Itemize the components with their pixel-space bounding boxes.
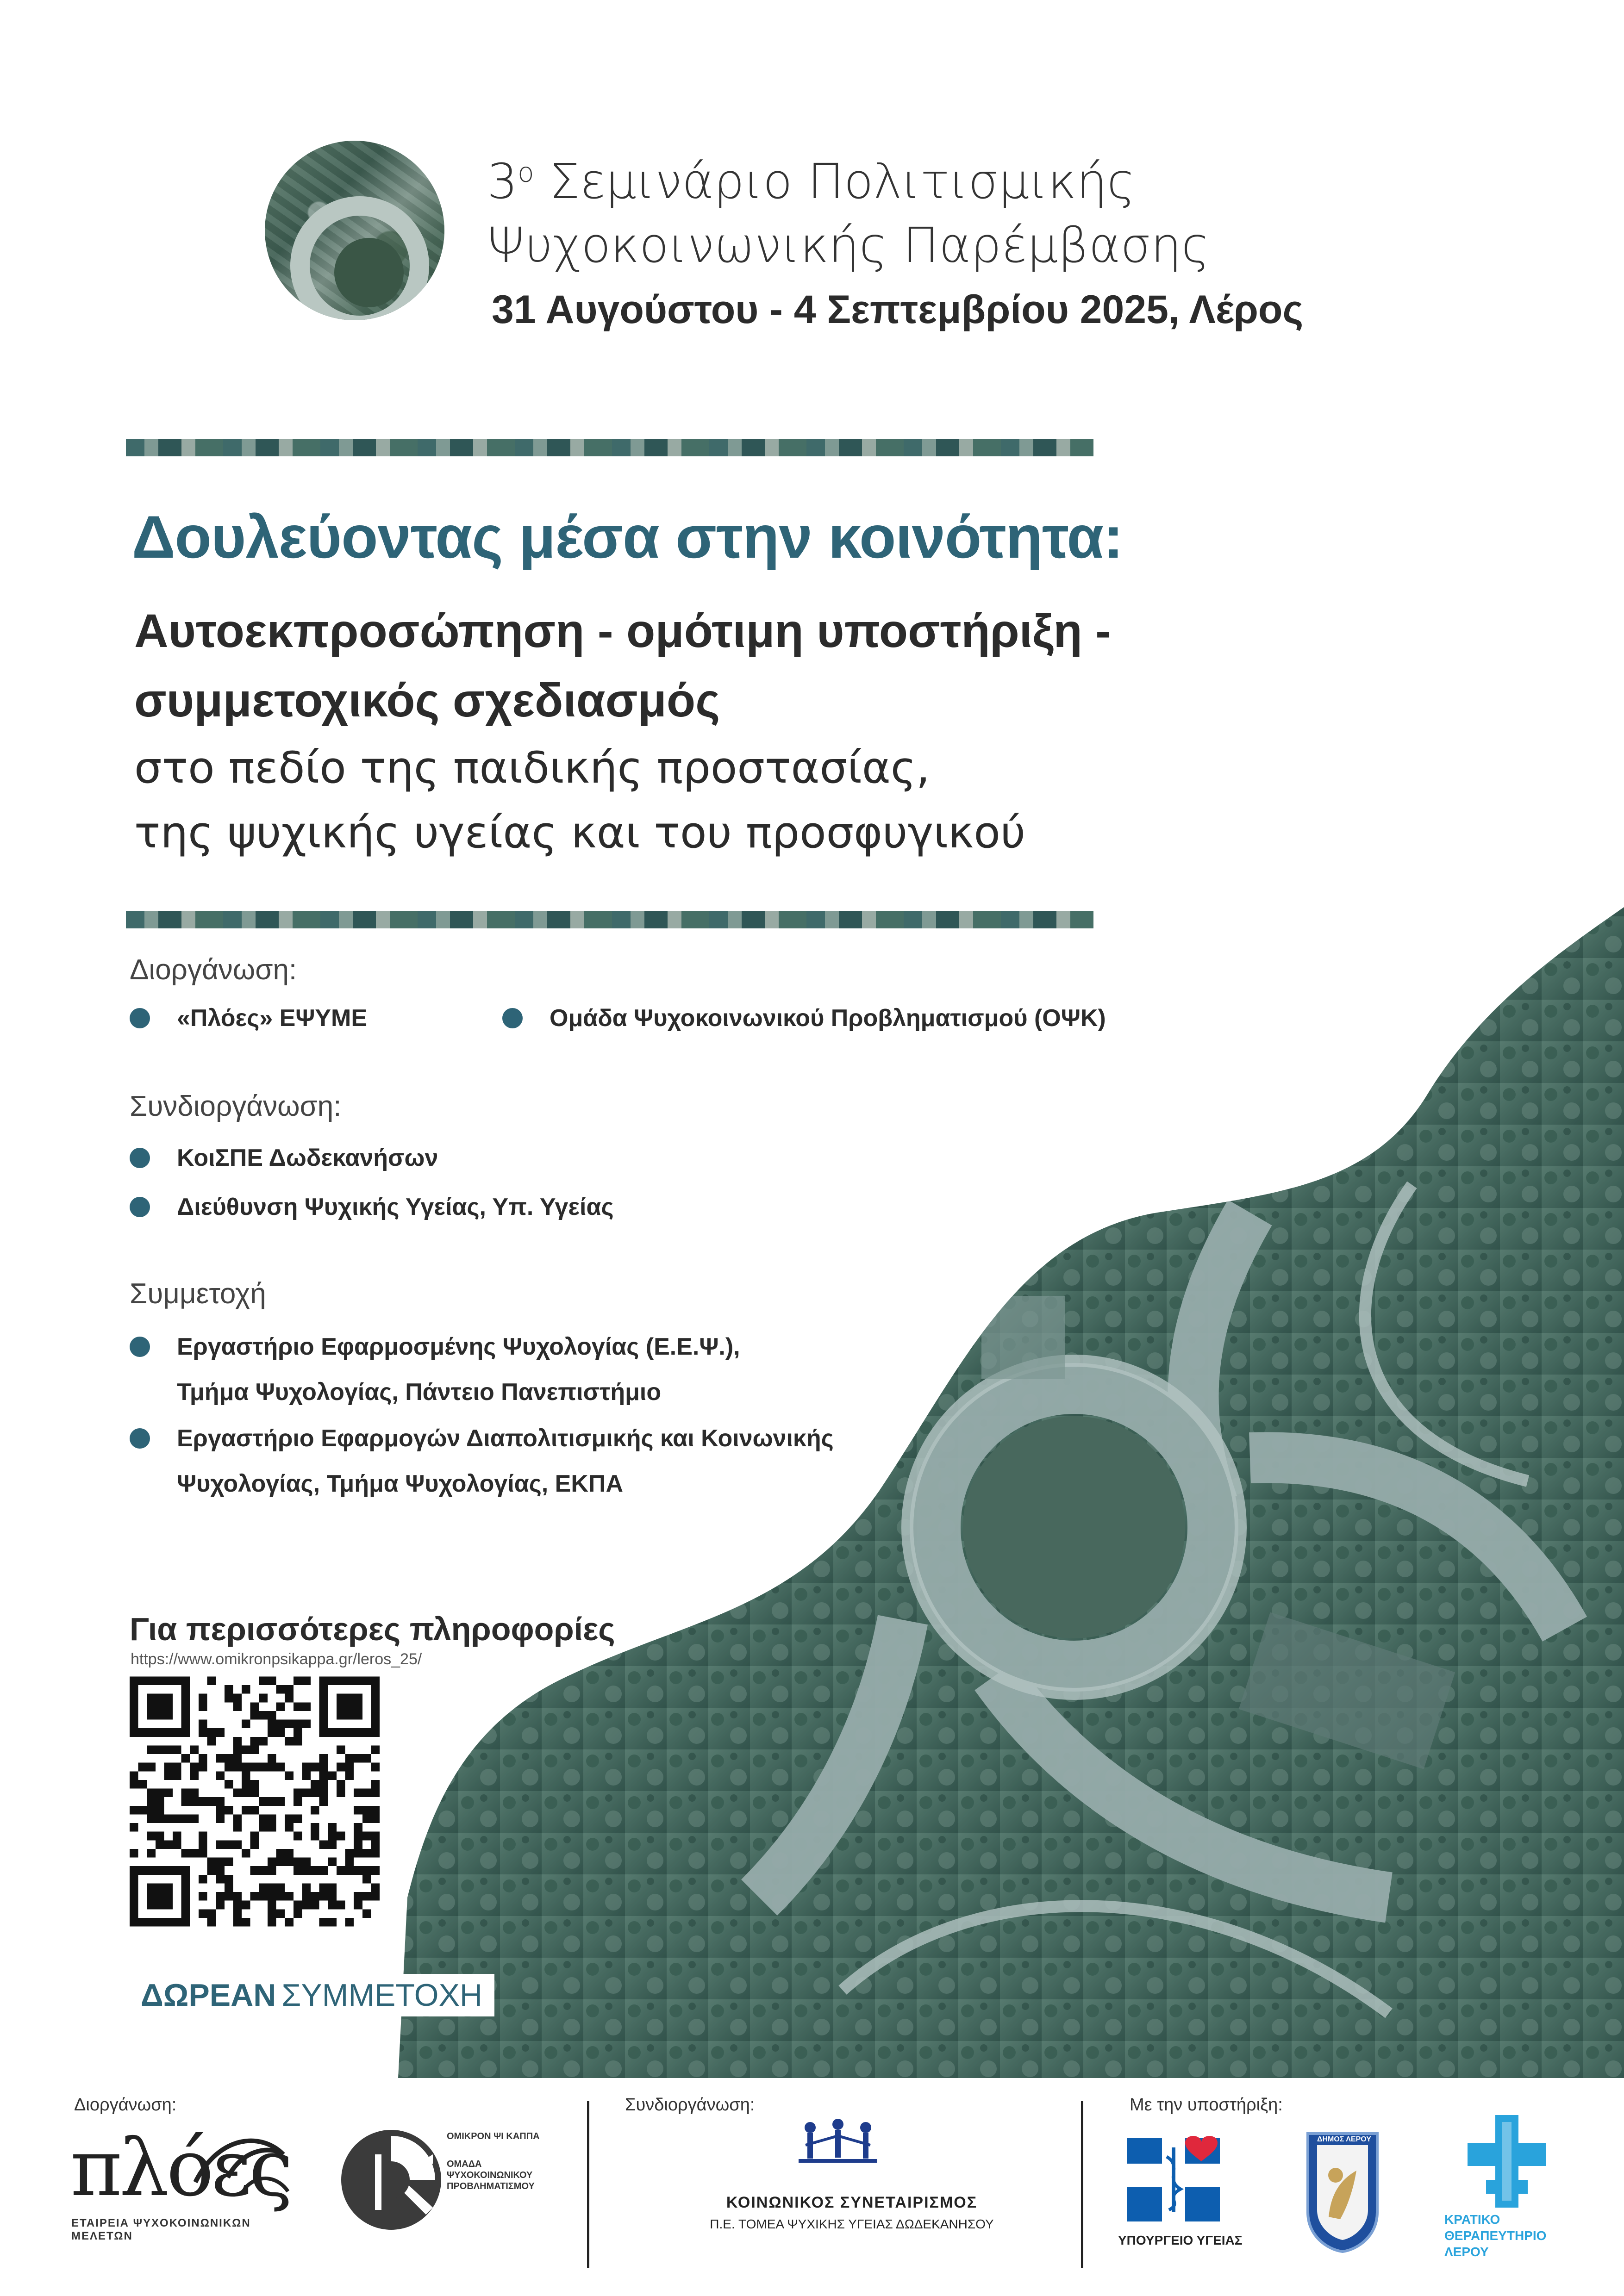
organization-label: Διοργάνωση: [130,954,297,986]
footer-divider [587,2101,589,2268]
bullet-icon [130,1148,150,1168]
more-info-heading: Για περισσότερες πληροφορίες [130,1611,615,1647]
subtitle-regular-line1: στο πεδίο της παιδικής προστασίας, [134,743,930,793]
seminar-title-line2: Ψυχοκοινωνικής Παρέμβασης [487,217,1210,274]
participation-item: Εργαστήριο Εφαρμοσμένης Ψυχολογίας (Ε.Ε.Ψ.), [130,1333,740,1361]
co-organization-label: Συνδιοργάνωση: [130,1090,342,1122]
bullet-icon [130,1008,150,1028]
bullet-icon [130,1197,150,1217]
footer-co-organization-label: Συνδιοργάνωση: [625,2095,755,2115]
bullet-icon [130,1428,150,1449]
info-url[interactable]: https://www.omikronpsikappa.gr/leros_25/ [131,1650,422,1668]
seminar-title-line1: $3^o$ Σεμινάριο Πολιτισμικής [487,153,1136,210]
photo-strip-divider [126,439,1093,456]
participation-item-line2: Τμήμα Ψυχολογίας, Πάντειο Πανεπιστήμιο [177,1379,662,1406]
footer-organization-label: Διοργάνωση: [74,2095,177,2115]
hospital-leros-logo: ΚΡΑΤΙΚΟ ΘΕΡΑΠΕΥΤΗΡΙΟ ΛΕΡΟΥ [1444,2115,1565,2259]
photo-strip-divider-2 [126,911,1093,928]
footer-divider [1081,2101,1083,2268]
koispe-logo: ΚΟΙΝΩΝΙΚΟΣ ΣΥΝΕΤΑΙΡΙΣΜΟΣ Π.Ε. ΤΟΜΕΑ ΨΥΧΙΚΗΣ ΥΓΕΙΑΣ ΔΩΔΕΚΑΝΗΣΟΥ [685,2117,1018,2256]
event-dates: 31 Αυγούστου - 4 Σεπτεμβρίου 2025, Λέρος [492,287,1304,332]
qr-code[interactable] [130,1675,380,1928]
dimos-lerou-logo: ΔΗΜΟΣ ΛΕΡΟΥ [1303,2124,1382,2254]
bullet-icon [502,1008,523,1028]
footer-support-label: Με την υποστήριξη: [1130,2095,1283,2115]
co-organization-item: ΚοιΣΠΕ Δωδεκανήσων [130,1144,438,1172]
subtitle-regular-line2: της ψυχικής υγείας και του προσφυγικού [134,808,1026,858]
subtitle-bold-line1: Αυτοεκπροσώπηση - ομότιμη υποστήριξη - [134,604,1112,657]
ministry-health-logo: ΥΠΟΥΡΓΕΙΟ ΥΓΕΙΑΣ [1118,2129,1266,2249]
main-title: Δουλεύοντας μέσα στην κοινότητα: [132,503,1123,571]
participation-label: Συμμετοχή [130,1278,266,1310]
organization-item: Ομάδα Ψυχοκοινωνικού Προβληματισμού (ΟΨΚ) [502,1004,1106,1032]
opk-logo: ΟΜΙΚΡΟΝ ΨΙ ΚΑΠΠΑ ΟΜΑΔΑ ΨΥΧΟΚΟΙΝΩΝΙΚΟΥ ΠΡΟΒΛΗΜΑΤΙΣΜΟΥ [338,2127,569,2233]
participation-item: Εργαστήριο Εφαρμογών Διαπολιτισμικής και Κοινωνικής [130,1425,834,1452]
header-photo-circle [265,141,444,320]
subtitle-bold-line2: συμμετοχικός σχεδιασμός [134,674,720,727]
ploes-logo: πλόες ΕΤΑΙΡΕΙΑ ΨΥΧΟΚΟΙΝΩΝΙΚΩΝ ΜΕΛΕΤΩΝ [70,2122,291,2242]
organization-item: «Πλόες» ΕΨΥΜΕ [130,1004,367,1032]
co-organization-item: Διεύθυνση Ψυχικής Υγείας, Υπ. Υγείας [130,1193,614,1221]
bullet-icon [130,1337,150,1357]
free-participation-badge: ΔΩΡΕΑΝ ΣΥΜΜΕΤΟΧΗ [129,1974,494,2016]
participation-item-line2: Ψυχολογίας, Τμήμα Ψυχολογίας, ΕΚΠΑ [177,1470,624,1497]
